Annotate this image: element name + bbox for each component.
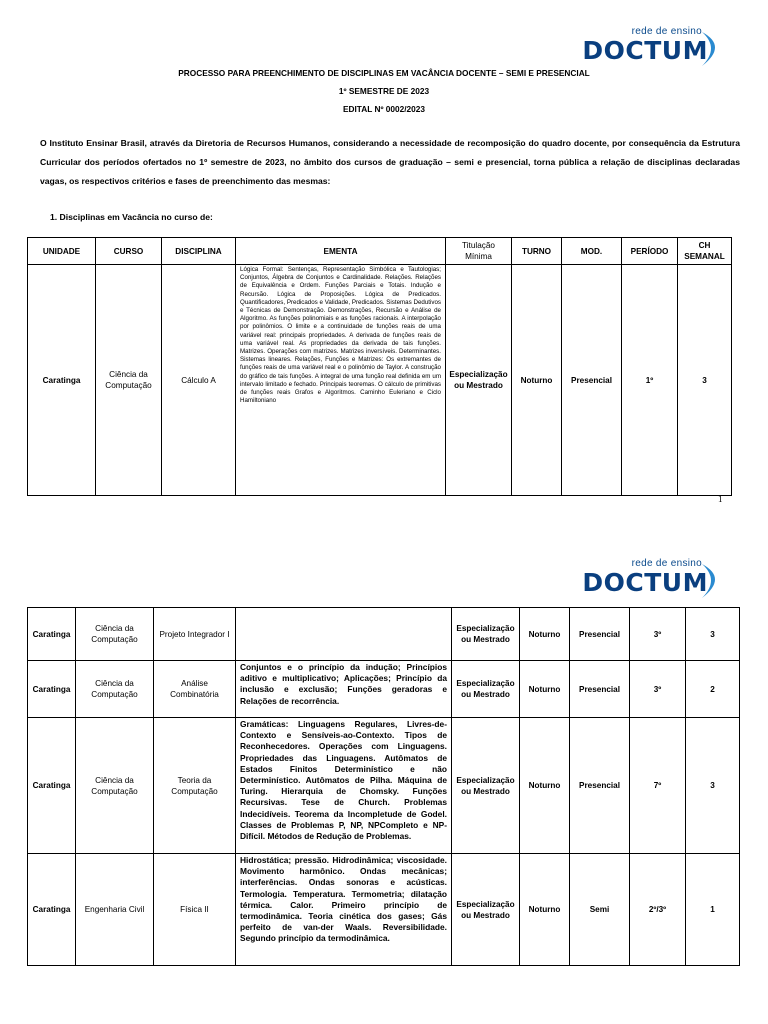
cell-mod: Presencial: [570, 718, 630, 854]
header-unidade: UNIDADE: [28, 238, 96, 265]
cell-ch: 2: [686, 661, 740, 718]
cell-ementa: Gramáticas: Linguagens Regulares, Livres-de-Contexto e Sensíveis-ao-Contexto. Tipos de Reconhecedores. Operações com Linguagens. Propriedades das Linguagens. Autômatos de Estados Finitos Determinístico e não Determinístico. Autômatos de Pilha. Máquina de Turing. Hierarquia de Chomsky. Funções Recursivas. Tese de Church. Problemas Indecidíveis. Teorema da Incompletude de Godel. Classes de Problemas P, NP, NPCompleto e NP-Difícil. Métodos de Redução de Problemas.: [236, 718, 452, 854]
cell-turno: Noturno: [512, 265, 562, 496]
cell-disciplina: Cálculo A: [162, 265, 236, 496]
cell-ementa: [236, 608, 452, 661]
cell-ch: 3: [678, 265, 732, 496]
logo-swoosh-icon: [698, 28, 728, 68]
cell-disciplina: Teoria da Computação: [154, 718, 236, 854]
document-title: PROCESSO PARA PREENCHIMENTO DE DISCIPLINAS EM VACÂNCIA DOCENTE – SEMI E PRESENCIAL: [178, 68, 590, 78]
cell-turno: Noturno: [520, 608, 570, 661]
table-row: [28, 718, 740, 854]
intro-paragraph: O Instituto Ensinar Brasil, através da Diretoria de Recursos Humanos, considerando a necessidade de recomposição do quadro docente, por consequência da Estrutura Curricular dos períodos ofertados no 1º semestre de 2023, no âmbito dos cursos de graduação – semi e presencial, torna pública a relação de disciplinas declaradas vagas, os respectivos critérios e fases de preenchimento das mesmas:: [40, 138, 740, 186]
table-row: [28, 265, 732, 496]
cell-mod: Presencial: [570, 661, 630, 718]
header-mod: MOD.: [562, 238, 622, 265]
cell-ementa: Lógica Formal: Sentenças, Representação Simbólica e Tautologias; Conjuntos, Álgebra de Conjuntos e Cardinalidade. Relações. Relações de Equivalência e Ordem. Funções Parciais e Totais. Indução e Recursão. Lógica de Proposições. Lógica de Predicados. Quantificadores, Predicados e Validade, Predicados. Sistemas Dedutivos e Técnicas de Demonstração. Demonstrações, Recursão e Análise de Algoritmo. As funções polinomiais e as funções racionais. A interpolação por polinômios. O limite e a continuidade de funções reais de uma variável real: principais propriedades. A derivada de funções reais de uma variável real. As propriedades da derivada de tais funções. Matrizes. Operações com matrizes. Matrizes inversíveis. Determinantes. Sistemas lineares. Relações, Funções e Matrizes: Os extremantes de funções reais de uma variável real e o polinômio de Taylor. A construção do gráfico de tais funções. A integral de uma função real definida em um intervalo limitado e fechado. Principais teoremas. O cálculo de primitivas de funções reais Grafos e Algoritmos. Caminho Euleriano e Ciclo Hamiltoniano: [236, 265, 446, 496]
cell-unidade: Caratinga: [28, 854, 76, 966]
cell-ementa: Conjuntos e o princípio da indução; Princípios aditivo e multiplicativo; Aplicações; Princípio da inclusão e exclusão; Funções geradoras e Relações de recorrência.: [236, 661, 452, 718]
cell-turno: Noturno: [520, 854, 570, 966]
vacancy-table-page1: [27, 237, 732, 496]
cell-ch: 1: [686, 854, 740, 966]
cell-periodo: 7º: [630, 718, 686, 854]
cell-ch: 3: [686, 608, 740, 661]
logo-name: DOCTUM: [582, 568, 708, 597]
header-turno: TURNO: [512, 238, 562, 265]
cell-mod: Semi: [570, 854, 630, 966]
cell-mod: Presencial: [562, 265, 622, 496]
logo-swoosh-icon: [698, 560, 728, 600]
cell-turno: Noturno: [520, 661, 570, 718]
logo-tagline: rede de ensino: [631, 558, 702, 569]
cell-titulacao: Especialização ou Mestrado: [452, 661, 520, 718]
table-row: [28, 854, 740, 966]
logo-name: DOCTUM: [582, 36, 708, 65]
doctum-logo: [582, 558, 728, 600]
cell-curso: Engenharia Civil: [76, 854, 154, 966]
cell-curso: Ciência da Computação: [96, 265, 162, 496]
cell-ch: 3: [686, 718, 740, 854]
header-curso: CURSO: [96, 238, 162, 265]
header-periodo: PERÍODO: [622, 238, 678, 265]
semester-line: 1º SEMESTRE DE 2023: [338, 86, 430, 96]
header-ementa: EMENTA: [236, 238, 446, 265]
table-header-row: [28, 238, 732, 265]
cell-unidade: Caratinga: [28, 718, 76, 854]
cell-curso: Ciência da Computação: [76, 718, 154, 854]
cell-ementa: Hidrostática; pressão. Hidrodinâmica; viscosidade. Movimento harmônico. Ondas mecânicas; interferências. Ondas sonoras e acústicas. Termologia. Temperatura. Termometria; dilatação térmica. Calor. Primeiro princípio de termodinâmica. Teoria cinética dos gases; Gás perfeito de van-der Waals. Reversibilidade. Segundo princípio da termodinâmica.: [236, 854, 452, 966]
cell-titulacao: Especialização ou Mestrado: [446, 265, 512, 496]
doctum-logo: [582, 26, 728, 68]
cell-unidade: Caratinga: [28, 608, 76, 661]
cell-disciplina: Física II: [154, 854, 236, 966]
cell-titulacao: Especialização ou Mestrado: [452, 608, 520, 661]
cell-turno: Noturno: [520, 718, 570, 854]
cell-unidade: Caratinga: [28, 661, 76, 718]
header-ch: CH SEMANAL: [678, 238, 732, 265]
section-heading: 1. Disciplinas em Vacância no curso de:: [50, 212, 213, 222]
cell-unidade: Caratinga: [28, 265, 96, 496]
cell-disciplina: Análise Combinatória: [154, 661, 236, 718]
logo-tagline: rede de ensino: [631, 26, 702, 37]
cell-mod: Presencial: [570, 608, 630, 661]
cell-periodo: 3º: [630, 661, 686, 718]
page-number: 1: [718, 494, 723, 504]
cell-titulacao: Especialização ou Mestrado: [452, 718, 520, 854]
cell-curso: Ciência da Computação: [76, 661, 154, 718]
cell-periodo: 2º/3º: [630, 854, 686, 966]
cell-titulacao: Especialização ou Mestrado: [452, 854, 520, 966]
cell-disciplina: Projeto Integrador I: [154, 608, 236, 661]
edital-line: EDITAL Nº 0002/2023: [342, 104, 426, 114]
header-titulacao: Titulação Mínima: [446, 238, 512, 265]
vacancy-table-page2: [27, 607, 740, 966]
cell-periodo: 1º: [622, 265, 678, 496]
cell-periodo: 3º: [630, 608, 686, 661]
cell-curso: Ciência da Computação: [76, 608, 154, 661]
header-disciplina: DISCIPLINA: [162, 238, 236, 265]
table-row: [28, 608, 740, 661]
table-row: [28, 661, 740, 718]
